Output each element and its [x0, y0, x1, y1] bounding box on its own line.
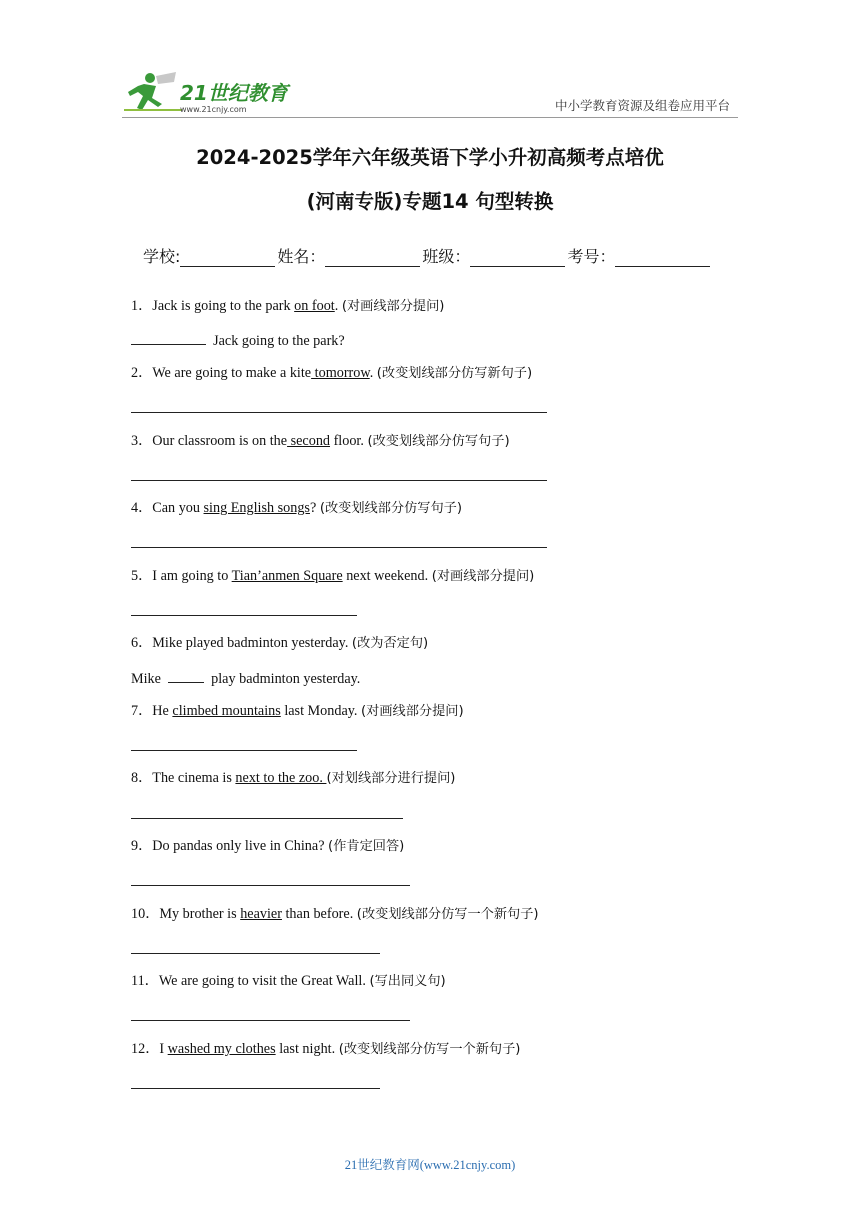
question-11: 11．We are going to visit the Great Wall. (写出同义句) [131, 973, 446, 989]
logo-url: www.21cnjy.com [180, 105, 247, 114]
answer-11-line[interactable] [131, 1020, 410, 1021]
page-title-line1: 2024-2025学年六年级英语下学小升初高频考点培优 [196, 146, 664, 169]
answer-10-line[interactable] [131, 953, 380, 954]
question-7: 7．He climbed mountains last Monday. (对画线部分提问) [131, 703, 464, 719]
question-3: 3．Our classroom is on the second floor. (改变划线部分仿写句子) [131, 433, 510, 449]
answer-9-line[interactable] [131, 885, 410, 886]
answer-1: Jack going to the park? [131, 330, 345, 350]
runner-icon [124, 72, 182, 110]
answer-4-line[interactable] [131, 547, 547, 548]
answer-1-blank[interactable] [131, 330, 206, 345]
question-9: 9．Do pandas only live in China? (作肯定回答) [131, 838, 405, 854]
answer-2-line[interactable] [131, 412, 547, 413]
question-8: 8．The cinema is next to the zoo. (对划线部分进行提问) [131, 770, 456, 786]
name-blank[interactable] [325, 248, 420, 267]
question-1: 1．Jack is going to the park on foot. (对画线部分提问) [131, 298, 445, 314]
name-label: 姓名： [277, 247, 326, 266]
question-2: 2．We are going to make a kite tomorrow. (改变划线部分仿写新句子) [131, 365, 533, 381]
question-12: 12．I washed my clothes last night. (改变划线部分仿写一个新句子) [131, 1041, 521, 1057]
answer-7-line[interactable] [131, 750, 357, 751]
answer-8-line[interactable] [131, 818, 403, 819]
question-5: 5．I am going to Tian’anmen Square next weekend. (对画线部分提问) [131, 568, 535, 584]
number-label: 考号： [567, 247, 616, 266]
class-label: 班级： [422, 247, 471, 266]
answer-6: Mike play badminton yesterday. [131, 668, 360, 688]
answer-3-line[interactable] [131, 480, 547, 481]
question-10: 10．My brother is heavier than before. (改变划线部分仿写一个新句子) [131, 906, 539, 922]
question-4: 4．Can you sing English songs? (改变划线部分仿写句子) [131, 500, 462, 516]
logo-text: 21世纪教育 [180, 81, 288, 105]
number-blank[interactable] [615, 248, 710, 267]
answer-12-line[interactable] [131, 1088, 380, 1089]
school-label: 学校: [143, 247, 181, 266]
page-title-line2: (河南专版)专题14 句型转换 [306, 190, 554, 213]
platform-name: 中小学教育资源及组卷应用平台 [554, 98, 730, 113]
answer-6-blank[interactable] [168, 668, 204, 683]
footer-link[interactable]: 21世纪教育网(www.21cnjy.com) [344, 1158, 516, 1172]
site-logo [122, 70, 292, 116]
question-6: 6．Mike played badminton yesterday. (改为否定句) [131, 635, 429, 651]
header-divider [122, 117, 738, 118]
class-blank[interactable] [470, 248, 565, 267]
student-info-row [143, 244, 712, 267]
school-blank[interactable] [180, 248, 275, 267]
answer-5-line[interactable] [131, 615, 357, 616]
